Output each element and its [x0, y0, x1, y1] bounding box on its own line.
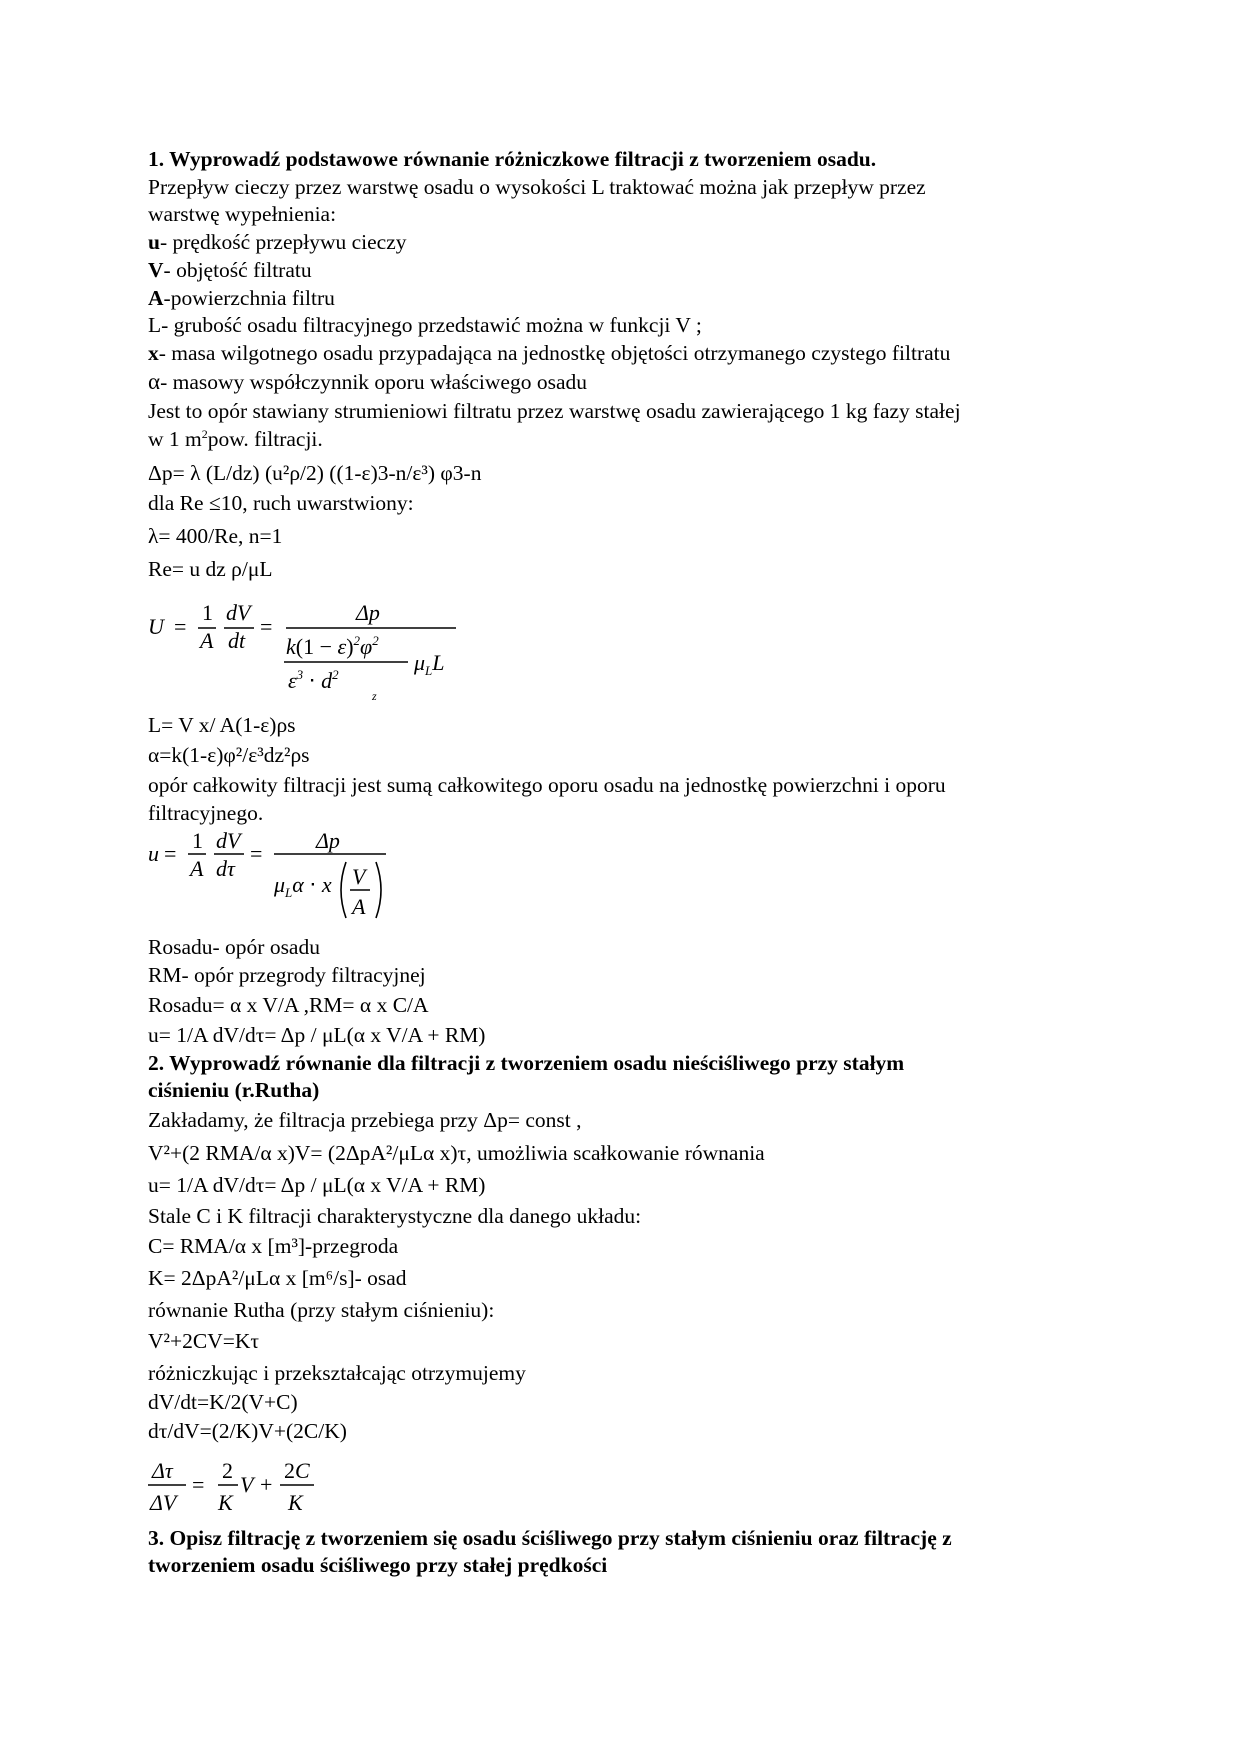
svg-text:dτ: dτ	[216, 856, 235, 881]
svg-text:Δp: Δp	[316, 828, 340, 853]
svg-text:1: 1	[202, 600, 213, 625]
thickness-equation: L= V x/ A(1-ε)ρs	[148, 713, 296, 737]
svg-text:U: U	[148, 614, 164, 639]
svg-text:=: =	[192, 1472, 205, 1497]
svg-text:V: V	[240, 1472, 254, 1497]
section-2-heading-line-2: ciśnieniu (r.Rutha)	[148, 1078, 320, 1102]
intro-line-1: Przepływ cieczy przez warstwę osadu o wysokości L traktować można jak przepływ przez	[148, 175, 926, 199]
def-alpha	[148, 369, 587, 395]
svg-text:dV: dV	[216, 828, 241, 853]
integration-equation: V²+(2 RMA/α x)V= (2ΔpA²/μLα x)τ, umożliwia scałkowanie równania	[148, 1141, 765, 1165]
A-definition: -powierzchnia filtru	[163, 286, 335, 310]
linear-ruth-formula	[146, 1456, 336, 1518]
total-resistance-line-1: opór całkowity filtracji jest sumą całkowitego oporu osadu na jednostkę powierzchni i oporu	[148, 773, 946, 797]
x-definition: - masa wilgotnego osadu przypadająca na jednostkę objętości otrzymanego czystego filtratu	[158, 341, 951, 365]
alpha-definition: - masowy współczynnik oporu właściwego osadu	[160, 370, 587, 394]
V-definition: - objętość filtratu	[163, 258, 312, 282]
dv-dt-equation: dV/dt=K/2(V+C)	[148, 1390, 298, 1414]
svg-text:Δp: Δp	[356, 600, 380, 625]
def-x	[148, 340, 950, 366]
svg-text:=: =	[164, 841, 177, 866]
svg-text:A: A	[190, 856, 204, 881]
section-1-heading: 1. Wyprowadź podstawowe równanie różniczkowe filtracji z tworzeniem osadu.	[148, 147, 877, 171]
svg-text:+: +	[260, 1472, 273, 1497]
u-symbol: u	[148, 230, 160, 254]
x-symbol: x	[148, 341, 159, 365]
lambda-equation: λ= 400/Re, n=1	[148, 524, 283, 548]
constant-K-equation: K= 2ΔpA²/μLα x [m⁶/s]- osad	[148, 1266, 407, 1290]
svg-text:K: K	[218, 1490, 233, 1515]
r-m-definition: RM- opór przegrody filtracyjnej	[148, 963, 426, 987]
svg-text:k(1 − ε)2φ2: $k(1 - \varepsilon)^2\varphi^2$	[286, 633, 379, 659]
def-u	[148, 229, 407, 255]
svg-text:z: z	[372, 689, 377, 702]
differentiation-line: różniczkując i przekształcając otrzymujemy	[148, 1361, 526, 1385]
alpha-symbol: α	[148, 369, 161, 394]
A-symbol: A	[148, 286, 164, 310]
ruth-equation-intro: równanie Rutha (przy stałym ciśnieniu):	[148, 1298, 495, 1322]
constant-C-equation: C= RMA/α x [m³]-przegroda	[148, 1234, 399, 1258]
svg-text:2: 2	[222, 1458, 233, 1483]
filtration-constants-intro: Stale C i K filtracji charakterystyczne dla danego układu:	[148, 1204, 642, 1228]
svg-text:2C: 2C	[284, 1458, 310, 1483]
svg-text:V: V	[352, 864, 366, 889]
u-definition: - prędkość przepływu cieczy	[159, 230, 407, 254]
svg-text:A: A	[352, 894, 366, 919]
linear-ruth-formula-svg	[146, 1456, 336, 1518]
alpha-equation: α=k(1-ε)φ²/ε³dz²ρs	[148, 743, 310, 767]
intro-line-2: warstwę wypełnienia:	[148, 202, 337, 226]
section-3-heading-line-1: 3. Opisz filtrację z tworzeniem się osadu ściśliwego przy stałym ciśnieniu oraz filtrację z	[148, 1526, 952, 1550]
velocity-equation-2: u= 1/A dV/dτ= Δp / μL(α x V/A + RM)	[148, 1173, 486, 1197]
dtau-dv-equation: dτ/dV=(2/K)V+(2C/K)	[148, 1419, 347, 1443]
def-V	[148, 257, 312, 283]
section-3-heading-line-2: tworzeniem osadu ściśliwego przy stałej prędkości	[148, 1553, 608, 1577]
svg-text:=: =	[250, 841, 263, 866]
reynolds-condition: dla Re ≤10, ruch uwarstwiony:	[148, 491, 414, 515]
svg-text:μLα ⋅ x: $\mu_L\alpha \cdot x$	[274, 872, 332, 900]
V-symbol: V	[148, 258, 164, 282]
flow-rate-formula-2-svg	[146, 826, 406, 926]
svg-text:1: 1	[192, 828, 203, 853]
resistance-line-1: Jest to opór stawiany strumieniowi filtratu przez warstwę osadu zawierającego 1 kg fazy stałej	[148, 399, 961, 423]
ruth-equation: V²+2CV=Kτ	[148, 1329, 260, 1353]
r-osadu-definition: Rosadu- opór osadu	[148, 935, 320, 959]
flow-rate-formula-1-svg	[146, 598, 476, 702]
svg-text:u: u	[148, 841, 159, 866]
flow-rate-formula-2	[146, 826, 406, 926]
constant-pressure-assumption: Zakładamy, że filtracja przebiega przy Δp= const ,	[148, 1108, 582, 1132]
def-A	[148, 285, 335, 311]
svg-text:ΔV: ΔV	[150, 1490, 177, 1515]
resistance-equations: Rosadu= α x V/A ,RM= α x C/A	[148, 993, 429, 1017]
svg-text:K: K	[288, 1490, 303, 1515]
svg-text:μLL: $\mu_LL$	[414, 650, 445, 678]
velocity-equation-1: u= 1/A dV/dτ= Δp / μL(α x V/A + RM)	[148, 1023, 486, 1047]
svg-text:dV: dV	[226, 600, 251, 625]
svg-text:A: A	[200, 628, 214, 653]
svg-text:dt: dt	[228, 628, 246, 653]
svg-text:=: =	[174, 614, 187, 639]
svg-text:Δτ: Δτ	[152, 1458, 173, 1483]
resistance-line-2: w 1 $m^2pow$. filtracji.	[148, 426, 323, 451]
reynolds-equation: Re= u dz ρ/μL	[148, 557, 273, 581]
pressure-drop-equation: Δp= λ (L/dz) (u²ρ/2) ((1-ε)3-n/ε³) φ3-n	[148, 461, 482, 485]
svg-text:ε3 ⋅ d2: $\varepsilon^3 \cdot d^2$	[288, 667, 339, 693]
total-resistance-line-2: filtracyjnego.	[148, 801, 264, 825]
section-2-heading-line-1: 2. Wyprowadź równanie dla filtracji z tworzeniem osadu nieściśliwego przy stałym	[148, 1051, 905, 1075]
svg-text:=: =	[260, 614, 273, 639]
flow-rate-formula-1	[146, 598, 476, 702]
def-L: L- grubość osadu filtracyjnego przedstawić można w funkcji V ;	[148, 313, 702, 337]
